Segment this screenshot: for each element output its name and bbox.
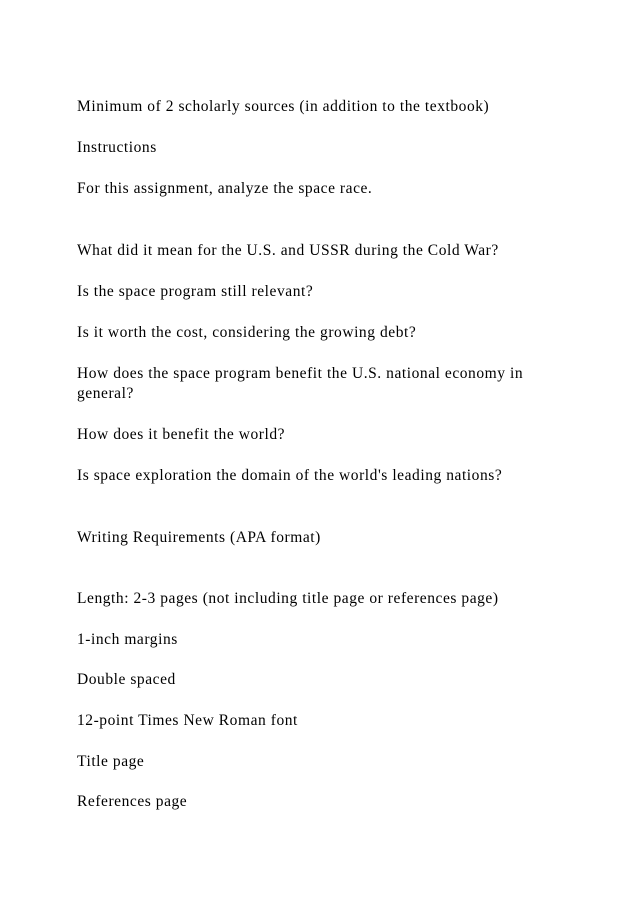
sources-requirement: Minimum of 2 scholarly sources (in addition to the textbook) [77, 98, 490, 115]
question-economy: How does the space program benefit the U.S. national economy in general? [77, 365, 524, 402]
instructions-heading: Instructions [77, 139, 157, 156]
requirement-length: Length: 2-3 pages (not including title page or references page) [77, 590, 499, 607]
writing-requirements-heading: Writing Requirements (APA format) [77, 529, 321, 546]
requirement-spacing: Double spaced [77, 671, 176, 688]
question-relevance: Is the space program still relevant? [77, 283, 314, 300]
question-world-benefit: How does it benefit the world? [77, 426, 286, 443]
question-leading-nations: Is space exploration the domain of the world's leading nations? [77, 467, 503, 484]
assignment-intro: For this assignment, analyze the space race. [77, 180, 373, 197]
requirement-title-page: Title page [77, 753, 145, 770]
requirement-font: 12-point Times New Roman font [77, 712, 298, 729]
requirement-references-page: References page [77, 793, 188, 810]
question-cost: Is it worth the cost, considering the growing debt? [77, 324, 417, 341]
requirement-margins: 1-inch margins [77, 631, 178, 648]
question-cold-war: What did it mean for the U.S. and USSR during the Cold War? [77, 242, 499, 259]
